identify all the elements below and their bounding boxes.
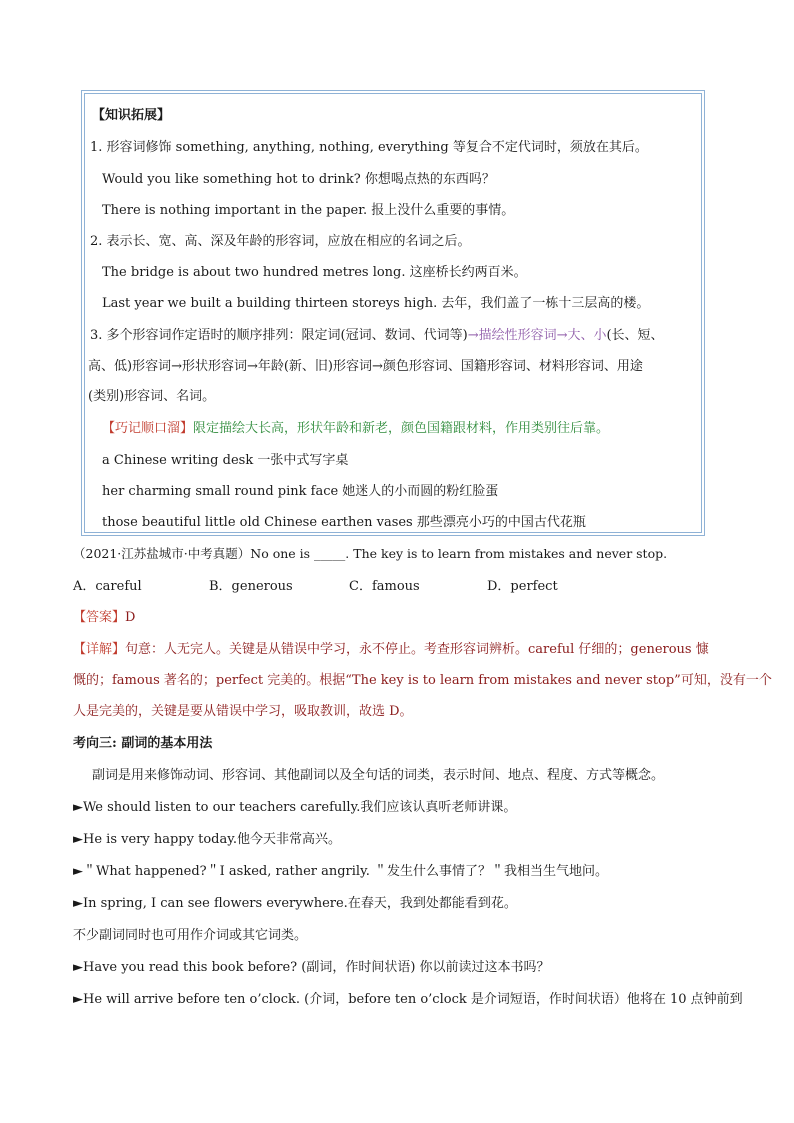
explanation-line-1	[73, 638, 709, 657]
option-c: C．famous	[349, 579, 420, 594]
bullet-3: ►＂What happened?＂I asked, rather angrily. ＂发生什么事情了？＂我相当生气地问。	[73, 864, 608, 879]
explanation-text-1: 句意：人无完人。关键是从错误中学习，永不停止。考查形容词辨析。careful 仔细的；generous 慷	[125, 642, 709, 657]
order-example-3: those beautiful little old Chinese earthen vases 那些漂亮小巧的中国古代花瓶	[102, 515, 586, 530]
question-stem-line	[73, 544, 667, 562]
box-title: 【知识拓展】	[92, 108, 171, 123]
option-d: D．perfect	[487, 579, 558, 594]
rule-1-example-2: There is nothing important in the paper. 报上没什么重要的事情。	[102, 203, 515, 218]
order-example-2: her charming small round pink face 她迷人的小而圆的粉红脸蛋	[102, 484, 499, 499]
rule-3-line-2: 高、低)形容词→形状形容词→年龄(新、旧)形容词→颜色形容词、国籍形容词、材料形容词、用途	[88, 359, 643, 374]
rule-2: 2. 表示长、宽、高、深及年龄的形容词，应放在相应的名词之后。	[90, 234, 471, 249]
rule-2-example-1: The bridge is about two hundred metres long. 这座桥长约两百米。	[102, 265, 527, 280]
rule-3-part-c: (长、短、	[606, 328, 664, 343]
bullet-5: ►Have you read this book before? (副词，作时间状语) 你以前读过这本书吗？	[73, 960, 550, 975]
answer-label: 【答案】	[73, 610, 126, 625]
option-a: A．careful	[73, 579, 142, 594]
section-intro: 副词是用来修饰动词、形容词、其他副词以及全句话的词类，表示时间、地点、程度、方式等概念。	[92, 768, 665, 783]
explanation-label: 【详解】	[73, 642, 126, 657]
answer-value: D	[125, 610, 136, 625]
order-example-1: a Chinese writing desk 一张中式写字桌	[102, 453, 349, 468]
option-b: B．generous	[209, 579, 293, 594]
answer	[73, 606, 135, 625]
section-heading: 考向三: 副词的基本用法	[73, 736, 213, 751]
rule-3-line-3: (类别)形容词、名词。	[88, 389, 216, 404]
bullet-4: ►In spring, I can see flowers everywhere.在春天，我到处都能看到花。	[73, 896, 517, 911]
mnemonic-label: 【巧记顺口溜】	[102, 421, 194, 436]
rule-3-part-b: →描绘性形容词→大、小	[467, 328, 607, 343]
section-note: 不少副词同时也可用作介词或其它词类。	[73, 928, 308, 943]
explanation-line-2: 慨的；famous 著名的；perfect 完美的。根据“The key is to learn from mistakes and never stop”可知，没有一个	[73, 673, 772, 688]
bullet-1: ►We should listen to our teachers carefully.我们应该认真听老师讲课。	[73, 800, 517, 815]
rule-1: 1. 形容词修饰 something, anything, nothing, everything 等复合不定代词时，须放在其后。	[90, 140, 648, 155]
rule-1-example-1: Would you like something hot to drink? 你想喝点热的东西吗？	[102, 172, 495, 187]
bullet-6: ►He will arrive before ten o’clock. (介词，before ten o’clock 是介词短语，作时间状语）他将在 10 点钟前到	[73, 992, 743, 1007]
question-stem: No one is _____. The key is to learn from mistakes and never stop.	[250, 546, 668, 561]
rule-2-example-2: Last year we built a building thirteen storeys high. 去年，我们盖了一栋十三层高的楼。	[102, 296, 650, 311]
mnemonic	[102, 417, 609, 436]
mnemonic-text: 限定描绘大长高，形状年龄和新老，颜色国籍跟材料，作用类别往后靠。	[193, 421, 610, 436]
explanation-line-3: 人是完美的，关键是要从错误中学习，吸取教训，故选 D。	[73, 704, 413, 719]
bullet-2: ►He is very happy today.他今天非常高兴。	[73, 832, 341, 847]
rule-3-line-1	[90, 324, 664, 343]
rule-3-part-a: 3. 多个形容词作定语时的顺序排列：限定词(冠词、数词、代词等)	[90, 328, 468, 343]
question-source: （2021·江苏盐城市·中考真题）	[73, 546, 251, 561]
